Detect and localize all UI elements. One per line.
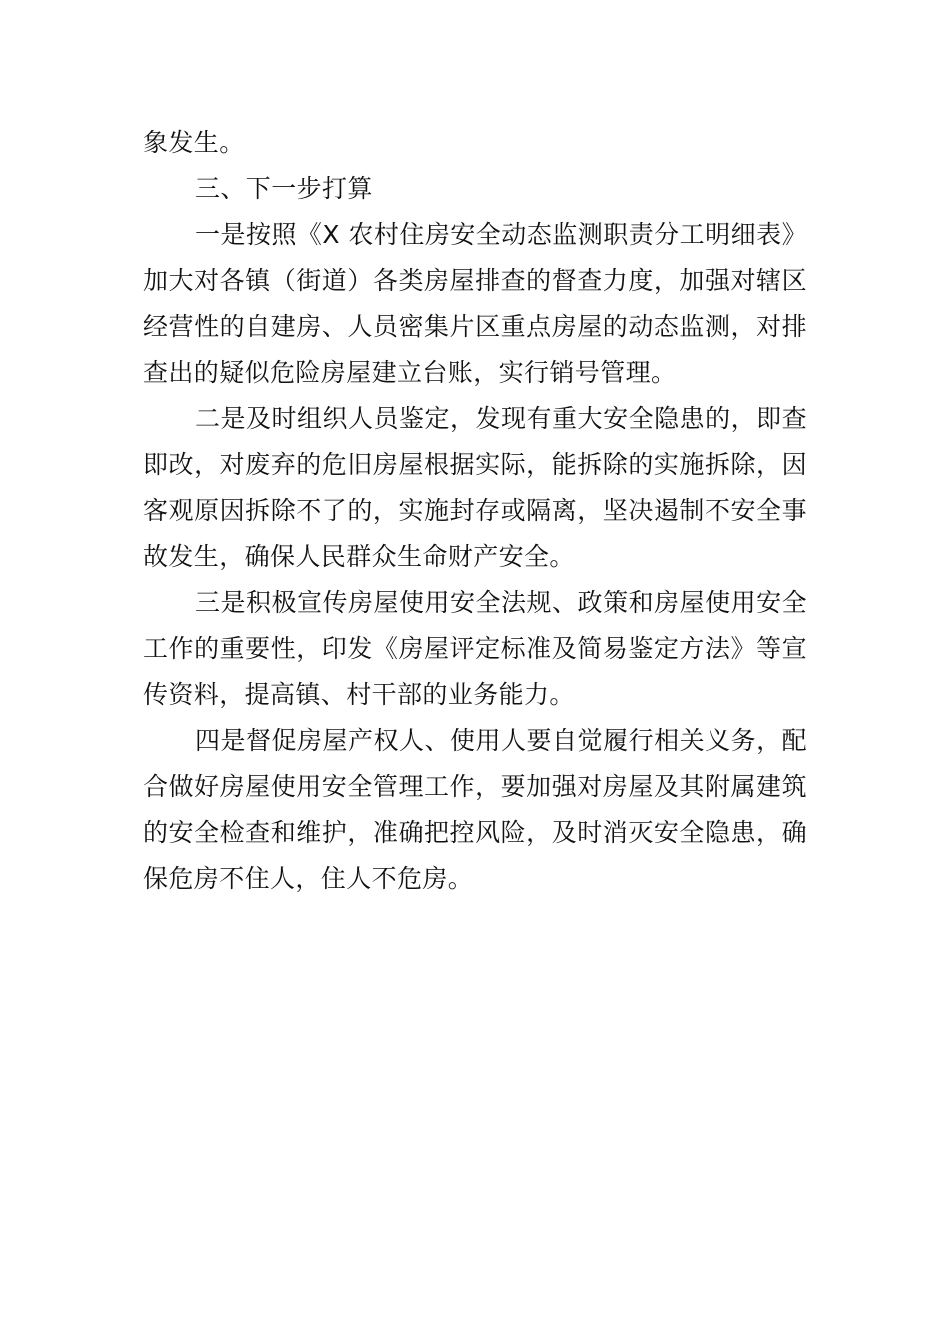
document-body (143, 120, 807, 902)
continuation-text: 象发生。 (143, 128, 245, 157)
paragraph-4: 四是督促房屋产权人、使用人要自觉履行相关义务，配合做好房屋使用安全管理工作，要加强对房屋及其附属建筑的安全检查和维护，准确把控风险，及时消灭安全隐患，确保危房不住人，住人不危房。 (143, 726, 807, 893)
paragraph-1: 一是按照《X 农村住房安全动态监测职责分工明细表》加大对各镇（街道）各类房屋排查的督查力度，加强对辖区经营性的自建房、人员密集片区重点房屋的动态监测，对排查出的疑似危险房屋建立台账，实行销号管理。 (143, 220, 807, 387)
paragraph-3: 三是积极宣传房屋使用安全法规、政策和房屋使用安全工作的重要性，印发《房屋评定标准及简易鉴定方法》等宣传资料，提高镇、村干部的业务能力。 (143, 588, 807, 709)
paragraph-2: 二是及时组织人员鉴定，发现有重大安全隐患的，即查即改，对废弃的危旧房屋根据实际，能拆除的实施拆除，因客观原因拆除不了的，实施封存或隔离，坚决遏制不安全事故发生，确保人民群众生命财产安全。 (143, 404, 807, 571)
section-heading: 三、下一步打算 (195, 174, 373, 203)
